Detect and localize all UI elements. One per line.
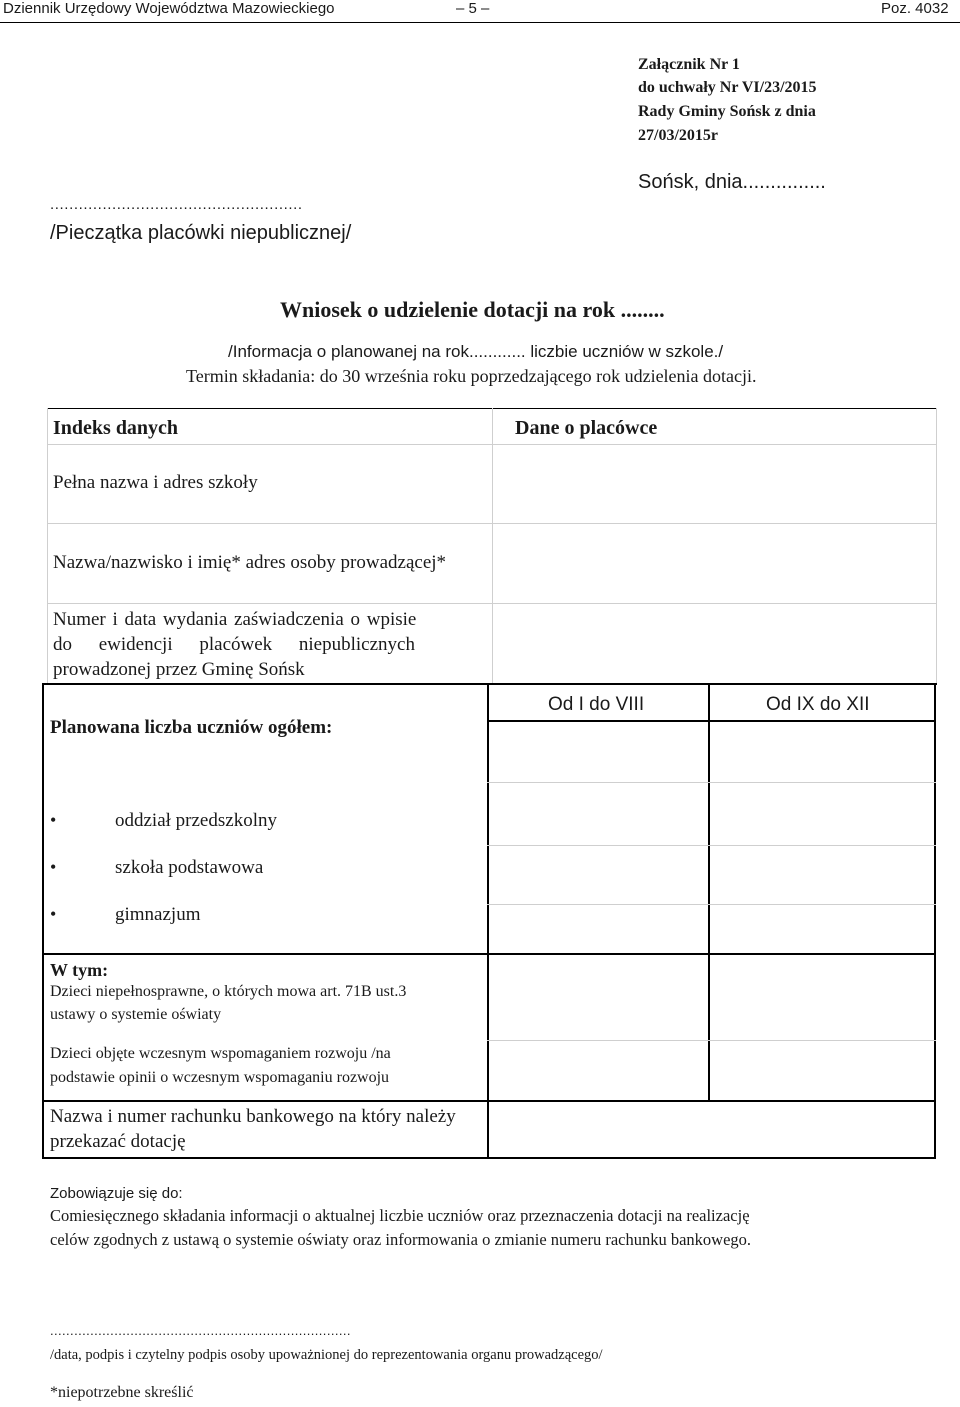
position-number: Poz. 4032 <box>881 0 949 17</box>
page-title: Wniosek o udzielenie dotacji na rok ........ <box>280 297 665 322</box>
range-1-header: Od I do VIII <box>548 694 645 715</box>
bullet-gymnasium: gimnazjum <box>115 904 201 925</box>
commitment-line-1: Comiesięcznego składania informacji o aktualnej liczbie uczniów oraz przeznaczenia dotacji na realizację <box>50 1206 750 1225</box>
commitment-heading: Zobowiązuje się do: <box>50 1185 183 1202</box>
bullet-primary-school: szkoła podstawowa <box>115 857 264 878</box>
early-support-line-2: podstawie opinii o wczesnym wspomaganiu rozwoju <box>50 1069 390 1086</box>
col-data-header: Dane o placówce <box>515 417 658 439</box>
bullet-icon: • <box>50 857 57 877</box>
row-cert-line-2: do ewidencji placówek niepublicznych <box>53 634 415 655</box>
bank-line-1: Nazwa i numer rachunku bankowego na który należy <box>50 1106 456 1127</box>
header-rule <box>0 22 960 23</box>
bank-account-value[interactable] <box>490 1103 933 1156</box>
planned-total-range-2-value[interactable] <box>711 723 933 781</box>
subtitle: /Informacja o planowanej na rok............ liczbie uczniów w szkole./ <box>228 342 724 361</box>
bullet-preschool: oddział przedszkolny <box>115 810 277 831</box>
w-tym-label: W tym: <box>50 960 109 980</box>
planned-total-label: Planowana liczba uczniów ogółem: <box>50 717 333 738</box>
row-full-name-value[interactable] <box>494 446 935 522</box>
stamp-label: /Pieczątka placówki niepublicznej/ <box>50 222 352 244</box>
planned-total-range-1-value[interactable] <box>490 723 707 781</box>
annex-line-2: do uchwały Nr VI/23/2015 <box>638 79 817 96</box>
commitment-line-2: celów zgodnych z ustawą o systemie oświaty oraz informowania o zmianie numeru rachunku bankowego. <box>50 1230 752 1249</box>
bullet-icon: • <box>50 904 57 924</box>
col-index-header: Indeks danych <box>53 417 179 439</box>
annex-line-1: Załącznik Nr 1 <box>638 56 740 73</box>
disabled-line-1: Dzieci niepełnosprawne, o których mowa art. 71B ust.3 <box>50 983 407 1000</box>
bank-line-2: przekazać dotację <box>50 1131 186 1152</box>
page-number: – 5 – <box>456 0 490 17</box>
row-cert-line-3: prowadzonej przez Gminę Sońsk <box>53 659 305 680</box>
row-operator-label: Nazwa/nazwisko i imię* adres osoby prowadzącej* <box>53 552 447 573</box>
row-cert-line-1: Numer i data wydania zaświadczenia o wpisie <box>53 609 417 630</box>
disabled-line-2: ustawy o systemie oświaty <box>50 1006 222 1023</box>
early-support-line-1: Dzieci objęte wczesnym wspomaganiem rozwoju /na <box>50 1045 391 1062</box>
row-operator-value[interactable] <box>494 525 935 602</box>
signature-dots: ........................................................................... <box>50 1323 351 1338</box>
annex-line-4: 27/03/2015r <box>638 127 718 144</box>
range-2-header: Od IX do XII <box>766 694 870 715</box>
row-full-name-label: Pełna nazwa i adres szkoły <box>53 472 258 493</box>
signature-label: /data, podpis i czytelny podpis osoby upoważnionej do reprezentowania organu prowadzącego/ <box>50 1347 603 1363</box>
place-date: Sońsk, dnia............... <box>638 171 826 193</box>
stamp-dots: ..................................................... <box>50 196 303 213</box>
footnote: *niepotrzebne skreślić <box>50 1384 194 1401</box>
deadline: Termin składania: do 30 września roku poprzedzającego rok udzielenia dotacji. <box>186 366 757 386</box>
row-cert-value[interactable] <box>494 605 935 682</box>
annex-line-3: Rady Gminy Sońsk z dnia <box>638 103 816 120</box>
journal-name: Dziennik Urzędowy Województwa Mazowieckiego <box>3 0 335 17</box>
bullet-icon: • <box>50 810 57 830</box>
